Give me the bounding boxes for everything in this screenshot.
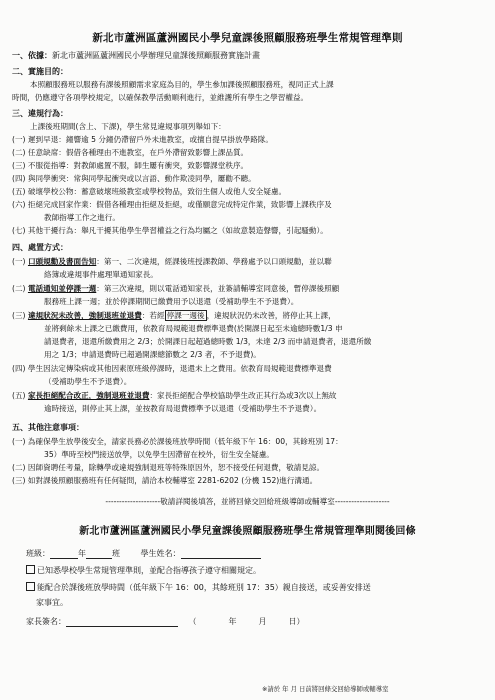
section-notes-heading: 五、其他注意事項： (12, 423, 84, 432)
section-purpose-heading: 二、實施目的： (12, 67, 68, 76)
note-item-1-line-2: 35）準時至校門接送放學，以免學生因滯留在校外，衍生安全疑慮。 (44, 450, 274, 459)
handling-item-1-line-2: 絡簿或違規事件處理單通知家長。 (44, 270, 158, 279)
handling-item-5-label: 家長拒絕配合改正，強制退班並退費 (27, 391, 150, 400)
violation-item-5: (五) 破壞學校公物：蓄意破壞班級教室或學校物品，致衍生個人或他人安全疑慮。 (12, 187, 287, 196)
violation-item-2: (二) 任意缺席：假借各種理由不進教室，在戶外滯留致影響上課品質。 (12, 148, 249, 157)
note-item-2: (二) 因師資聘任考量，除轉學或違規強制退班等特殊原因外，恕不接受任何退費，敬請見諒。 (12, 463, 325, 472)
handling-item-4-line-1: (四) 學生因法定傳染病或其他因素原班級停課時，退還未上之費用。依教育局規範退費標準退費 (12, 364, 332, 373)
handling-item-5-line-1: (五) 家長拒絕配合改正，強制退班並退費：家長拒絕配合學校協助學生改正其行為或3次以上無故 (12, 391, 337, 400)
violation-item-4: (四) 與同學衝突：常與同學起衝突或以言語、動作欺凌同學，屢勸不聽。 (12, 174, 256, 183)
violation-item-3: (三) 不服從指導：對教師處置不服，師生屢有衝突，致影響課堂秩序。 (12, 161, 249, 170)
violation-item-6-line-2: 教師指導工作之進行。 (44, 213, 120, 222)
document-title: 新北市蘆洲區蘆洲國民小學兒童課後照顧服務班學生常規管理準則 (92, 32, 403, 44)
reply-slip-title: 新北市蘆洲區蘆洲國民小學兒童課後照顧服務班學生常規管理準則閱後回條 (79, 526, 416, 537)
handling-item-2-label: 電話通知並停課一週 (27, 284, 97, 293)
purpose-line-2: 時間，仍應遵守各項學校規定，以確保教學活動順利進行，並維護所有學生之學習權益。 (12, 93, 309, 102)
handling-item-3-line-2: 並將剩餘未上課之已繳費用，依教育局規範退費標準退費(於開課日起至未逾總時數1/3 申 (44, 324, 343, 333)
class-name-row: 班級： 年 班 學生姓名： (26, 548, 261, 559)
parent-signature-blank[interactable] (66, 617, 178, 627)
handling-item-5-line-2: 逾時接送，則停止其上課，並按教育局退費標準予以退還（受補助學生不予退費）。 (44, 404, 322, 413)
handling-item-4-line-2: （受補助學生不予退費）。 (44, 377, 132, 386)
grade-blank[interactable] (50, 549, 78, 559)
option-1-label: 已知悉學校學生常規管理準則，並配合指導孩子遵守相關規定。 (37, 566, 261, 575)
student-name-blank[interactable] (181, 549, 261, 559)
option-1-checkbox[interactable] (26, 565, 35, 574)
note-item-1-line-1: (一) 為確保學生放學後安全，請家長務必於課後班放學時間（低年級下午 16：00，其餘班別 17： (12, 437, 343, 446)
violations-intro: 上課後班期間(含上、下課)，學生常見違規事項列舉如下： (30, 122, 226, 131)
section-basis (12, 50, 260, 62)
handling-item-2-line-2: 服務班上課一週；並於停課期間已繳費用予以退還（受補助學生不予退費）。 (44, 297, 299, 306)
handling-item-2-line-1: (二) 電話通知並停課一週：第三次違規，則以電話通知家長，並簽請輔導室同意後，暫停課後照顧 (12, 284, 340, 293)
handling-item-1-label: 口頭規勸及書面告知 (27, 257, 97, 266)
section-basis-heading: 一、依據： (12, 51, 52, 60)
purpose-line-1: 本照顧服務班以服務有課後照顧需求家庭為目的，學生參加課後照顧服務班，視同正式上課 (30, 80, 334, 89)
option-2-label: 能配合於課後班放學時間（低年級下午 16：00，其餘班別 17：35）親自接送，或妥善安排送 (37, 583, 371, 592)
return-deadline-footer: ※請於 年 月 日前將回條交回給導師或輔導室 (262, 685, 389, 693)
boxed-suspension-text: 停課一週後 (166, 311, 205, 320)
class-blank[interactable] (86, 549, 112, 559)
violation-item-7: (七) 其他干擾行為：舉凡干擾其他學生學習權益之行為均屬之（如故意製造聲響，引起騷動）。 (12, 226, 328, 235)
parent-signature-row: 家長簽名： （ 年 月 日） (26, 617, 305, 626)
section-violations-heading: 三、違規行為： (12, 109, 68, 118)
section-handling-heading: 四、處置方式： (12, 243, 68, 252)
option-2-row-line-2: 家事宜。 (36, 598, 68, 607)
note-item-3: (三) 如對課後照顧服務班有任何疑問，請洽本校輔導室 2281-6202 (分機 152)進行溝通。 (12, 476, 318, 485)
option-2-row-line-1 (26, 582, 371, 593)
violation-item-6-line-1: (六) 拒絕完成回家作業：假借各種理由拒絕及拒絕，或僅願意完成特定作業，致影響上課秩序及 (12, 200, 332, 209)
section-basis-text: 新北市蘆洲區蘆洲國民小學辦理兒童課後照顧服務實施計畫 (52, 51, 260, 60)
handling-item-1-line-1: (一) 口頭規勸及書面告知：第一、二次違規，經課後班授課教師、學務處予以口頭規勸，並以聯 (12, 257, 332, 266)
handling-item-3-label: 違規狀況未改善，強制退班並退費 (27, 311, 142, 320)
handling-item-3-line-3: 請退費者，退還所繳費用之 2/3；於開課日起超過總時數 1/3，未達 2/3 而申請退費者，退還所繳 (44, 337, 372, 346)
handling-item-3-line-4: 用之 1/3；申請退費時已超過開課總節數之 2/3 者，不予退費)。 (44, 350, 261, 359)
option-1-row (26, 565, 261, 576)
cut-line-separator: --------------------敬請詳閱後填答，並將回條交回給班級導師或輔導室-------------------- (105, 497, 390, 506)
option-2-checkbox[interactable] (26, 582, 35, 591)
violation-item-1: (一) 遲到早退：鐘響逾 5 分鐘仍滯留戶外未進教室，或擅自提早掛放學路隊。 (12, 135, 273, 144)
handling-item-3-line-1: (三) 違規狀況未改善，強制退班並退費：若經 停課一週後 ，違規狀況仍未改善，將停止其上課， (12, 311, 336, 320)
